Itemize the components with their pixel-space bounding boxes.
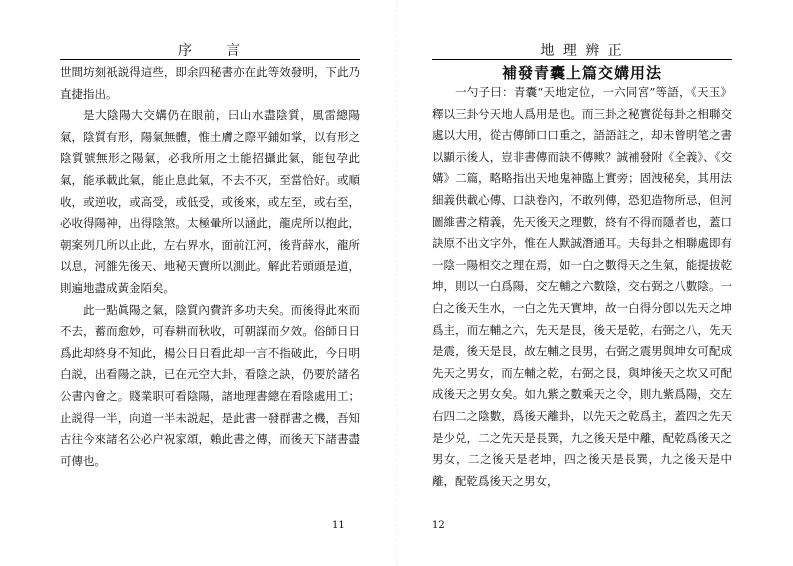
center-gutter <box>396 0 397 566</box>
right-running-header: 地 理 辨 正 <box>540 43 624 59</box>
header-char-2: 言 <box>226 43 242 59</box>
page-number: 11 <box>332 520 345 531</box>
left-running-header <box>60 40 360 60</box>
left-page <box>60 0 360 566</box>
paragraph: 是大陰陽大交媾仍在眼前，曰山水盡陰質，風雷總陽氣，陰質有形，陽氣無體，惟土膚之際平鋪如掌，以有形之陰質號無形之陽氣，必我所用之土能招攝此氣，能包孕此氣，能承載此氣，能止息此氣，不去不灭，至當恰好。或順收，或逆收，或高受，或低受，或後來，或左至，或右至，必收得陽神，出得陰煞。太極暈所以涵此，龍虎所以抱此，朝案列几所以止此，左右界水，面前江河，後背薛水，龍所以息，河雒先後天、地秘天賣所以測此。解此若頭頭是道，則遍地盡成黃金陌矣。 <box>60 108 360 295</box>
paragraph: 此一點眞陽之氣，陰質內費許多功夫矣。而後得此來而不去，蓄而愈妙，可春耕而秋收，可朝謀而夕效。俗師日日爲此却終身不知此，楊公日日看此却一言不指破此，今日明白説，出看陽之訣，已在元空大卦，看陰之訣，仍要於諸名公書內會之。賤業职可看陰陽，諸地理書總在看陰處用工；止説得一半，向道一半未説起，是此書一發群書之機，吾知古往今來諸名公必户祝家頌，賴此書之傳，而後天下諸書盡可傳也。 <box>60 302 360 468</box>
page-number: 12 <box>432 520 445 531</box>
header-rule <box>60 59 360 60</box>
right-body-text <box>432 82 732 492</box>
header-char-1: 序 <box>178 43 194 59</box>
chapter-title: 補發青囊上篇交媾用法 <box>501 64 662 82</box>
left-body-text <box>60 62 360 472</box>
header-rule <box>432 59 732 60</box>
paragraph-continued: 世間坊刻祇説得這些，即余四秘書亦在此等效發明，下此乃直捷指出。 <box>60 65 360 101</box>
right-page <box>432 0 732 566</box>
paragraph: 一勺子曰：青囊“天地定位，一六同宮”等語，《天玉》釋以三卦兮天地人爲用是也。而三卦之秘實從每卦之相聯交處以大用，從古傳師口口重之，語語註之，却未曾明笔之書以顯示後人，豈非書傳而訣不傳歟？誠補發附《全義》、《交媾》二篇，略略指出天地鬼神臨上實旁；固洩秘矣，其用法細義供載心傳、口訣卷內，不敢列傳，恐犯造物所忌，但河圖維書之精義，先天後天之理數，終有不得而隱者也，蓋口訣原不出文字外，惟在人默誠潛通耳。夫每卦之相聯處即有一陰一陽相交之理在焉，如一白之數得天之生氣，能提拔乾坤，則以一白爲陽，交左輔之六數陰，交右弼之八數陰。一白之後天生水，一白之先天實坤，故一白得分卽以先天之坤爲主，而左輔之六，先天是艮，後天是乾，右弼之八，先天是震，後天是艮，故左輔之艮男，右弼之震男與坤女可配成先天之男女，而左輔之乾，右弼之艮，與坤後天之坎又可配成後天之男女矣。如九紫之數乘天之令，則九紫爲陽，交左右四二之陰數，爲後天離卦，以先天之乾爲主，蓋四之先天是少兑，二之先天是長巽，九之後天是中離，配乾爲後天之男女，二之後天是老坤，四之後天是長巽，九之後天是中離，配乾爲後天之男女， <box>432 85 732 488</box>
